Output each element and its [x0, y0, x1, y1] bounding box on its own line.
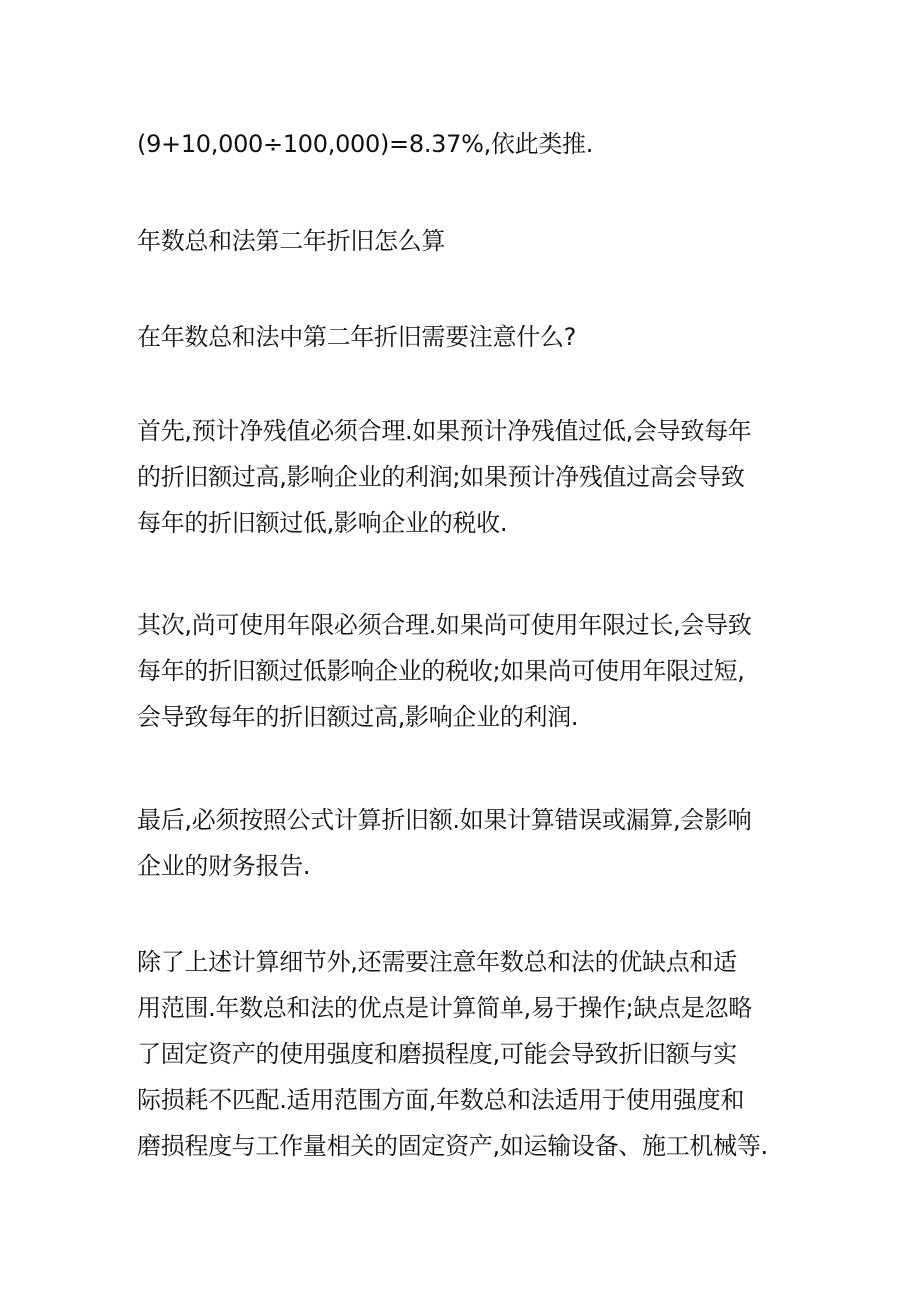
heading-text: 年数总和法第二年折旧怎么算: [137, 227, 446, 255]
text-line: 用范围.年数总和法的优点是计算简单,易于操作;缺点是忽略: [137, 994, 752, 1022]
paragraph-formula-continuation: [137, 121, 787, 167]
text-line: 其次,尚可使用年限必须合理.如果尚可使用年限过长,会导致: [137, 611, 752, 639]
text-line: 的折旧额过高,影响企业的利润;如果预计净残值过高会导致: [137, 463, 745, 491]
text-line: 会导致每年的折旧额过高,影响企业的利润.: [137, 703, 579, 731]
paragraph-first-point: [137, 408, 787, 546]
text-line: 磨损程度与工作量相关的固定资产,如运输设备、施工机械等.: [137, 1132, 768, 1160]
text-line: (9+10,000÷100,000)=8.37%,依此类推.: [137, 130, 594, 158]
text-line: 首先,预计净残值必须合理.如果预计净残值过低,会导致每年: [137, 417, 752, 445]
paragraph-pros-cons: [137, 939, 787, 1169]
text-line: 每年的折旧额过低影响企业的税收;如果尚可使用年限过短,: [137, 657, 745, 685]
text-line: 了固定资产的使用强度和磨损程度,可能会导致折旧额与实: [137, 1040, 737, 1068]
text-line: 在年数总和法中第二年折旧需要注意什么?: [137, 323, 577, 351]
text-line: 际损耗不匹配.适用范围方面,年数总和法适用于使用强度和: [137, 1086, 745, 1114]
text-line: 企业的财务报告.: [137, 852, 311, 880]
paragraph-third-point: [137, 797, 787, 889]
paragraph-question: [137, 314, 787, 360]
paragraph-second-point: [137, 602, 787, 740]
text-line: 最后,必须按照公式计算折旧额.如果计算错误或漏算,会影响: [137, 806, 752, 834]
text-line: 除了上述计算细节外,还需要注意年数总和法的优缺点和适: [137, 948, 737, 976]
text-line: 每年的折旧额过低,影响企业的税收.: [137, 509, 508, 537]
section-heading: [137, 218, 787, 264]
